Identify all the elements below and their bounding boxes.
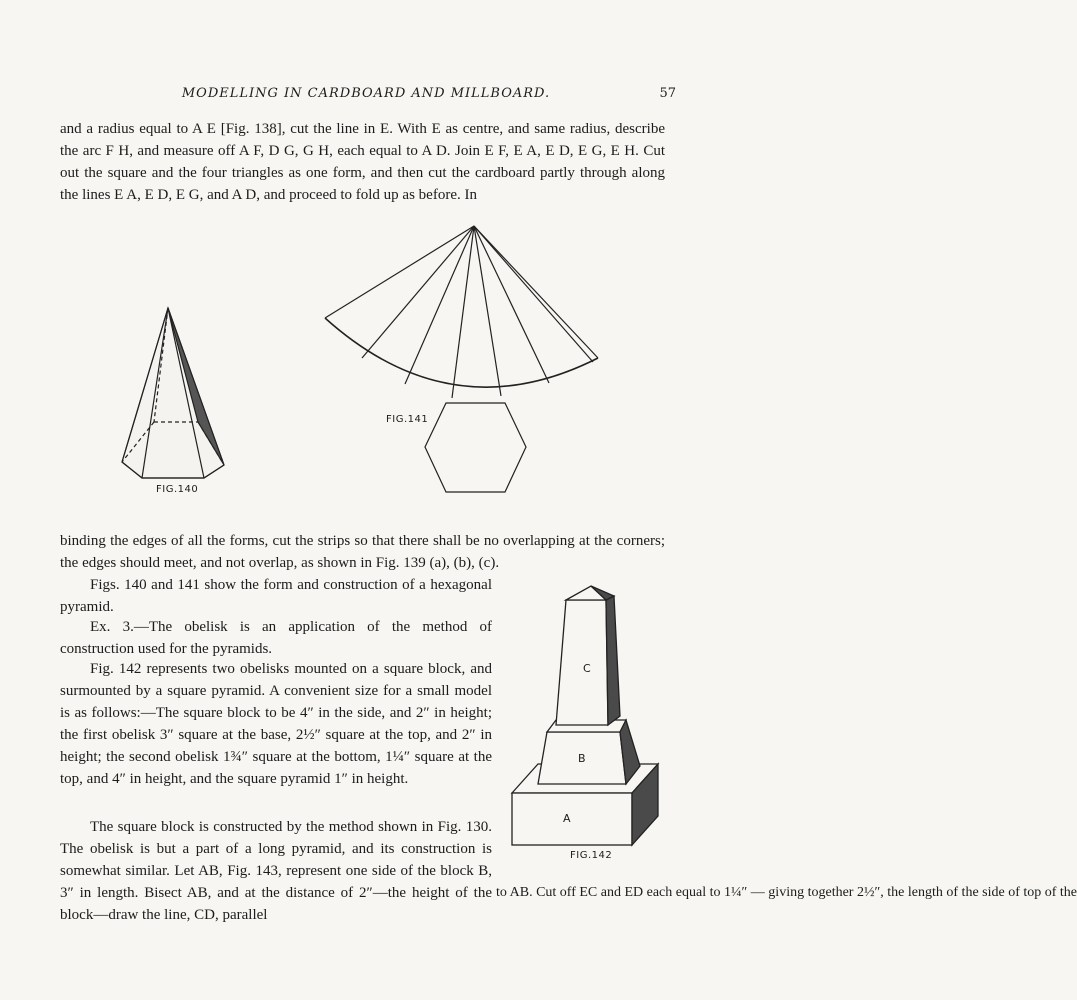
obelisk-label-a: A [563, 812, 572, 825]
fig140-label: FIG.140 [156, 484, 199, 495]
paragraph-ex3: Ex. 3.—The obelisk is an application of the method of construction used for the pyramids. [60, 619, 492, 657]
paragraph-arc-construction: and a radius equal to A E [Fig. 138], cut the line in E. With E as centre, and same radius, describe the arc F H, and measure off A F, D G, G H, each equal to A D. Join E F, E A, E D, E G, E H. Cut out the square and the four triangles as one form, and then cut the cardboard partly through along the lines E A, E D, E G, and A D, and proceed to fold up as before. In [60, 121, 665, 203]
paragraph-square-block-end: to AB. Cut off EC and ED each equal to 1¼″ — giving together 2½″, the length of the side of top of the [496, 885, 1077, 900]
obelisk-label-b: B [578, 752, 587, 765]
fig142-label: FIG.142 [570, 850, 613, 861]
obelisk-label-c: C [583, 662, 592, 675]
running-title: MODELLING IN CARDBOARD AND MILLBOARD. [181, 86, 551, 101]
paragraph-square-block: The square block is constructed by the method shown in Fig. 130. The obelisk is but a part of a long pyramid, and its construction is somewhat similar. Let AB, Fig. 143, represent one side of the block B, 3″ in length. Bisect AB, and at the distance of 2″—the height of the block—draw the line, CD, parallel [60, 819, 492, 923]
paragraph-fig142-description: Fig. 142 represents two obelisks mounted on a square block, and surmounted by a square pyramid. A convenient size for a small model is as follows:—The square block to be 4″ in the side, and 2″ in height; the first obelisk 3″ square at the base, 2½″ square at the top, and 2″ in height; the second obelisk 1¾″ square at the bottom, 1¼″ square at the top, and 4″ in height, and the square pyramid 1″ in height. [60, 661, 492, 787]
paragraph-figs-140-141: Figs. 140 and 141 show the form and construction of a hexagonal pyramid. [60, 577, 492, 615]
page-number: 57 [659, 86, 676, 101]
fig141-label: FIG.141 [386, 414, 429, 425]
paragraph-binding-edges: binding the edges of all the forms, cut the strips so that there shall be no overlapping at the corners; the edges should meet, and not overlap, as shown in Fig. 139 (a), (b), (c). [60, 533, 665, 571]
